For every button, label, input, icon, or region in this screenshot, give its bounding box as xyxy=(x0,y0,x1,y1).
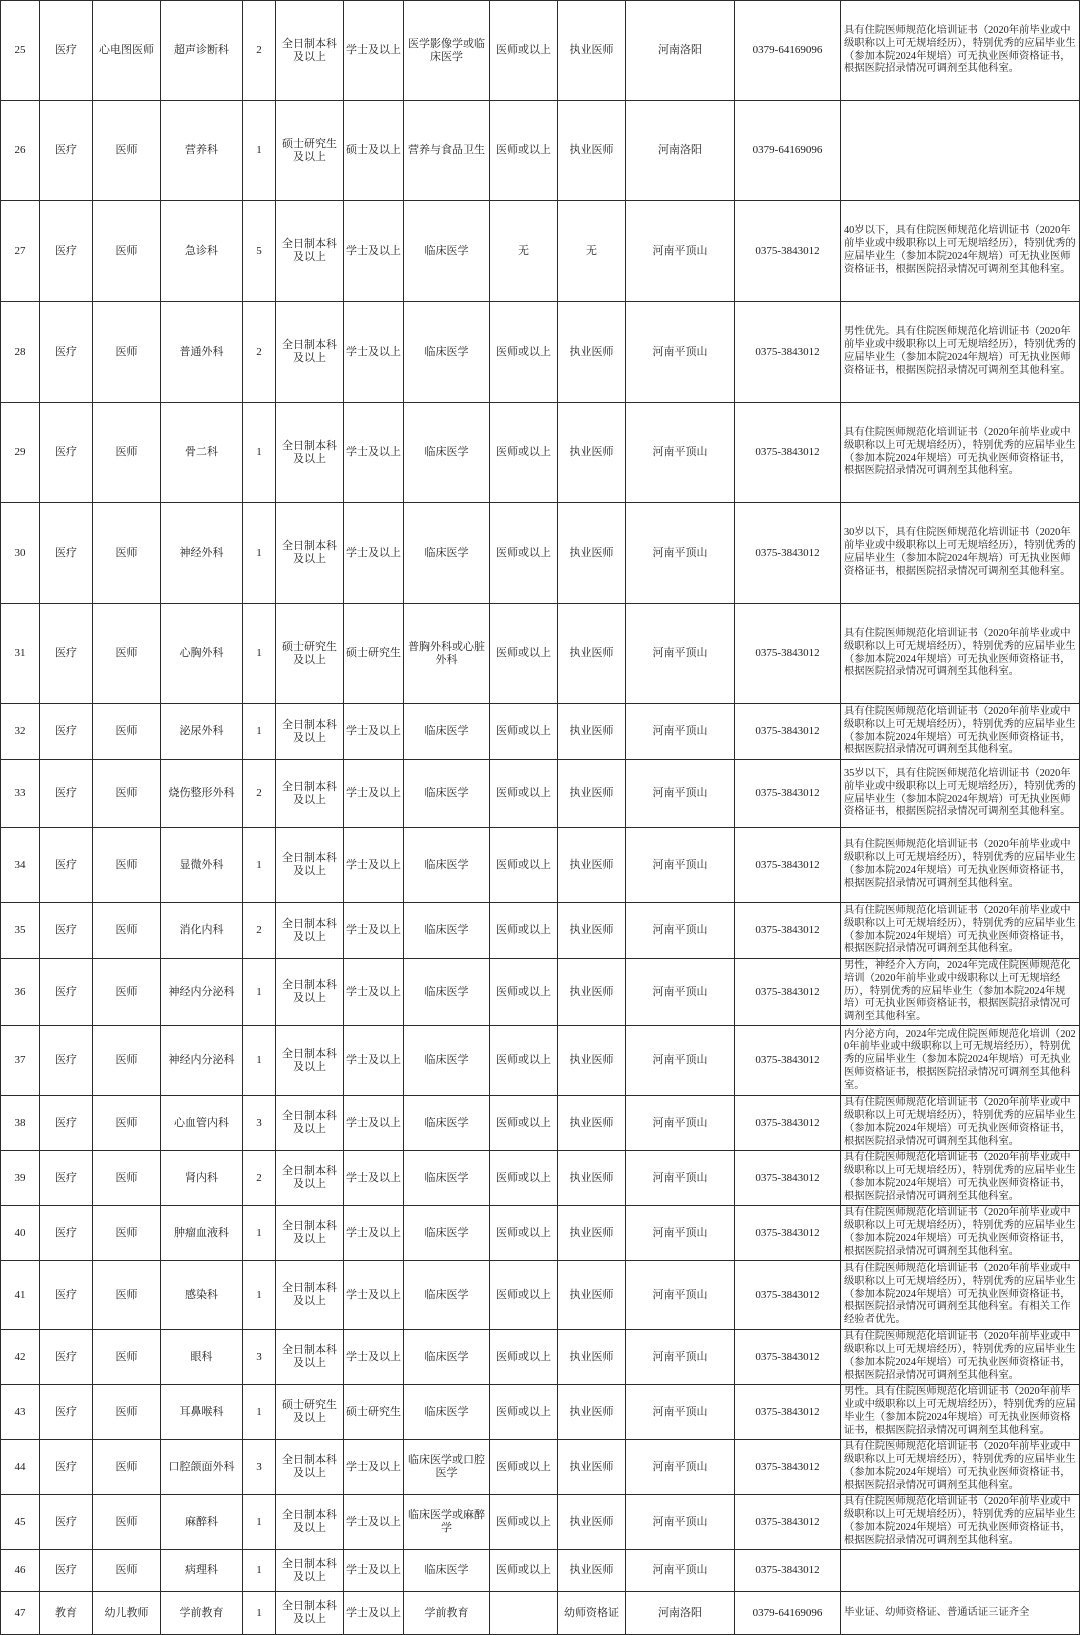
cell-title: 医师或以上 xyxy=(490,302,558,403)
cell-position: 医师 xyxy=(93,1261,161,1330)
cell-no: 40 xyxy=(0,1206,40,1261)
cell-category: 医疗 xyxy=(40,201,93,302)
cell-location: 河南平顶山 xyxy=(626,1550,735,1592)
cell-major: 临床医学或麻醉学 xyxy=(404,1495,490,1550)
cell-notes: 35岁以下，具有住院医师规范化培训证书（2020年前毕业或中级职称以上可无规培经历），特别优秀的应届毕业生（参加本院2024年规培）可无执业医师资格证书，根据医院招录情况可调剂至其他科室。 xyxy=(841,760,1080,828)
cell-qualification: 执业医师 xyxy=(558,959,626,1026)
cell-phone: 0375-3843012 xyxy=(735,903,841,959)
cell-major: 临床医学 xyxy=(404,1385,490,1440)
cell-count: 1 xyxy=(243,604,276,704)
cell-education: 全日制本科及以上 xyxy=(276,1440,344,1495)
cell-phone: 0375-3843012 xyxy=(735,704,841,760)
cell-education: 全日制本科及以上 xyxy=(276,1261,344,1330)
cell-no: 33 xyxy=(0,760,40,828)
cell-category: 医疗 xyxy=(40,1330,93,1385)
cell-notes: 具有住院医师规范化培训证书（2020年前毕业或中级职称以上可无规培经历），特别优秀的应届毕业生（参加本院2024年规培）可无执业医师资格证书，根据医院招录情况可调剂至其他科室。 xyxy=(841,1206,1080,1261)
cell-title: 医师或以上 xyxy=(490,1026,558,1096)
cell-no: 44 xyxy=(0,1440,40,1495)
cell-department: 烧伤整形外科 xyxy=(161,760,243,828)
cell-position: 医师 xyxy=(93,760,161,828)
cell-category: 医疗 xyxy=(40,302,93,403)
cell-major: 学前教育 xyxy=(404,1592,490,1635)
cell-phone: 0375-3843012 xyxy=(735,604,841,704)
cell-location: 河南平顶山 xyxy=(626,903,735,959)
cell-education: 全日制本科及以上 xyxy=(276,760,344,828)
cell-qualification: 执业医师 xyxy=(558,1550,626,1592)
cell-degree: 学士及以上 xyxy=(344,1495,404,1550)
cell-degree: 学士及以上 xyxy=(344,403,404,503)
cell-phone: 0379-64169096 xyxy=(735,0,841,101)
cell-degree: 学士及以上 xyxy=(344,903,404,959)
cell-qualification: 执业医师 xyxy=(558,403,626,503)
cell-location: 河南平顶山 xyxy=(626,302,735,403)
cell-position: 医师 xyxy=(93,959,161,1026)
cell-position: 医师 xyxy=(93,1330,161,1385)
cell-title: 医师或以上 xyxy=(490,403,558,503)
cell-qualification: 执业医师 xyxy=(558,1026,626,1096)
cell-position: 医师 xyxy=(93,201,161,302)
cell-education: 硕士研究生及以上 xyxy=(276,1385,344,1440)
cell-notes: 具有住院医师规范化培训证书（2020年前毕业或中级职称以上可无规培经历），特别优秀的应届毕业生（参加本院2024年规培）可无执业医师资格证书，根据医院招录情况可调剂至其他科室。 xyxy=(841,403,1080,503)
cell-degree: 学士及以上 xyxy=(344,1261,404,1330)
cell-education: 全日制本科及以上 xyxy=(276,1151,344,1206)
cell-notes: 具有住院医师规范化培训证书（2020年前毕业或中级职称以上可无规培经历），特别优秀的应届毕业生（参加本院2024年规培）可无执业医师资格证书，根据医院招录情况可调剂至其他科室。 xyxy=(841,903,1080,959)
cell-degree: 硕士研究生 xyxy=(344,1385,404,1440)
cell-position: 医师 xyxy=(93,1385,161,1440)
cell-phone: 0375-3843012 xyxy=(735,302,841,403)
cell-location: 河南平顶山 xyxy=(626,604,735,704)
cell-qualification: 执业医师 xyxy=(558,1261,626,1330)
cell-qualification: 执业医师 xyxy=(558,1440,626,1495)
cell-category: 医疗 xyxy=(40,1440,93,1495)
cell-department: 神经内分泌科 xyxy=(161,959,243,1026)
cell-phone: 0375-3843012 xyxy=(735,1550,841,1592)
cell-category: 医疗 xyxy=(40,1385,93,1440)
cell-title: 医师或以上 xyxy=(490,704,558,760)
cell-notes: 毕业证、幼师资格证、普通话证三证齐全 xyxy=(841,1592,1080,1635)
cell-degree: 硕士及以上 xyxy=(344,101,404,201)
cell-notes: 具有住院医师规范化培训证书（2020年前毕业或中级职称以上可无规培经历），特别优秀的应届毕业生（参加本院2024年规培）可无执业医师资格证书，根据医院招录情况可调剂至其他科室。 xyxy=(841,1495,1080,1550)
cell-category: 医疗 xyxy=(40,704,93,760)
cell-education: 硕士研究生及以上 xyxy=(276,101,344,201)
cell-count: 1 xyxy=(243,101,276,201)
cell-department: 超声诊断科 xyxy=(161,0,243,101)
cell-major: 临床医学 xyxy=(404,959,490,1026)
cell-position: 医师 xyxy=(93,101,161,201)
cell-major: 临床医学或口腔医学 xyxy=(404,1440,490,1495)
cell-qualification: 执业医师 xyxy=(558,1385,626,1440)
cell-location: 河南平顶山 xyxy=(626,1261,735,1330)
cell-count: 1 xyxy=(243,403,276,503)
cell-department: 营养科 xyxy=(161,101,243,201)
cell-no: 38 xyxy=(0,1096,40,1151)
cell-title: 医师或以上 xyxy=(490,604,558,704)
cell-count: 1 xyxy=(243,704,276,760)
cell-education: 全日制本科及以上 xyxy=(276,1026,344,1096)
cell-title: 医师或以上 xyxy=(490,0,558,101)
cell-qualification: 执业医师 xyxy=(558,1330,626,1385)
cell-degree: 学士及以上 xyxy=(344,760,404,828)
cell-position: 医师 xyxy=(93,1550,161,1592)
cell-department: 耳鼻喉科 xyxy=(161,1385,243,1440)
cell-title: 无 xyxy=(490,201,558,302)
cell-count: 1 xyxy=(243,1550,276,1592)
cell-position: 医师 xyxy=(93,604,161,704)
cell-position: 医师 xyxy=(93,1096,161,1151)
cell-degree: 学士及以上 xyxy=(344,959,404,1026)
cell-education: 全日制本科及以上 xyxy=(276,1330,344,1385)
cell-education: 全日制本科及以上 xyxy=(276,1592,344,1635)
cell-notes: 具有住院医师规范化培训证书（2020年前毕业或中级职称以上可无规培经历），特别优秀的应届毕业生（参加本院2024年规培）可无执业医师资格证书，根据医院招录情况可调剂至其他科室。 xyxy=(841,0,1080,101)
cell-position: 医师 xyxy=(93,403,161,503)
cell-education: 全日制本科及以上 xyxy=(276,201,344,302)
cell-phone: 0375-3843012 xyxy=(735,760,841,828)
cell-position: 医师 xyxy=(93,828,161,903)
cell-major: 临床医学 xyxy=(404,1206,490,1261)
cell-notes: 男性。具有住院医师规范化培训证书（2020年前毕业或中级职称以上可无规培经历），特别优秀的应届毕业生（参加本院2024年规培）可无执业医师资格证书，根据医院招录情况可调剂至其他科室。 xyxy=(841,1385,1080,1440)
cell-phone: 0375-3843012 xyxy=(735,1495,841,1550)
cell-phone: 0375-3843012 xyxy=(735,403,841,503)
cell-category: 医疗 xyxy=(40,1206,93,1261)
cell-notes: 30岁以下，具有住院医师规范化培训证书（2020年前毕业或中级职称以上可无规培经历），特别优秀的应届毕业生（参加本院2024年规培）可无执业医师资格证书，根据医院招录情况可调剂至其他科室。 xyxy=(841,503,1080,604)
cell-qualification: 执业医师 xyxy=(558,1096,626,1151)
cell-major: 临床医学 xyxy=(404,302,490,403)
cell-location: 河南平顶山 xyxy=(626,828,735,903)
cell-position: 医师 xyxy=(93,1026,161,1096)
cell-count: 2 xyxy=(243,0,276,101)
cell-no: 47 xyxy=(0,1592,40,1635)
cell-department: 急诊科 xyxy=(161,201,243,302)
cell-major: 临床医学 xyxy=(404,1261,490,1330)
cell-count: 2 xyxy=(243,1151,276,1206)
cell-notes: 具有住院医师规范化培训证书（2020年前毕业或中级职称以上可无规培经历），特别优秀的应届毕业生（参加本院2024年规培）可无执业医师资格证书，根据医院招录情况可调剂至其他科室。 xyxy=(841,604,1080,704)
cell-no: 39 xyxy=(0,1151,40,1206)
cell-department: 泌尿外科 xyxy=(161,704,243,760)
cell-major: 临床医学 xyxy=(404,704,490,760)
cell-count: 2 xyxy=(243,903,276,959)
cell-no: 36 xyxy=(0,959,40,1026)
cell-department: 学前教育 xyxy=(161,1592,243,1635)
cell-title: 医师或以上 xyxy=(490,101,558,201)
cell-major: 普胸外科或心脏外科 xyxy=(404,604,490,704)
cell-no: 35 xyxy=(0,903,40,959)
cell-count: 1 xyxy=(243,1495,276,1550)
cell-major: 临床医学 xyxy=(404,403,490,503)
cell-major: 临床医学 xyxy=(404,1550,490,1592)
cell-location: 河南平顶山 xyxy=(626,959,735,1026)
cell-major: 临床医学 xyxy=(404,1026,490,1096)
cell-education: 全日制本科及以上 xyxy=(276,1550,344,1592)
cell-title: 医师或以上 xyxy=(490,1440,558,1495)
cell-no: 30 xyxy=(0,503,40,604)
cell-location: 河南平顶山 xyxy=(626,1026,735,1096)
cell-title: 医师或以上 xyxy=(490,1261,558,1330)
cell-title: 医师或以上 xyxy=(490,959,558,1026)
cell-category: 医疗 xyxy=(40,760,93,828)
cell-phone: 0375-3843012 xyxy=(735,201,841,302)
cell-title: 医师或以上 xyxy=(490,503,558,604)
cell-count: 2 xyxy=(243,760,276,828)
cell-degree: 学士及以上 xyxy=(344,1151,404,1206)
cell-qualification: 执业医师 xyxy=(558,704,626,760)
cell-position: 医师 xyxy=(93,704,161,760)
cell-degree: 学士及以上 xyxy=(344,1026,404,1096)
cell-count: 1 xyxy=(243,828,276,903)
cell-position: 医师 xyxy=(93,302,161,403)
cell-major: 临床医学 xyxy=(404,201,490,302)
cell-qualification: 执业医师 xyxy=(558,760,626,828)
cell-title: 医师或以上 xyxy=(490,903,558,959)
cell-qualification: 幼师资格证 xyxy=(558,1592,626,1635)
cell-category: 医疗 xyxy=(40,1026,93,1096)
cell-count: 1 xyxy=(243,1026,276,1096)
cell-position: 医师 xyxy=(93,1495,161,1550)
cell-location: 河南平顶山 xyxy=(626,1151,735,1206)
cell-category: 医疗 xyxy=(40,403,93,503)
cell-location: 河南平顶山 xyxy=(626,403,735,503)
cell-no: 28 xyxy=(0,302,40,403)
cell-count: 1 xyxy=(243,1261,276,1330)
cell-count: 3 xyxy=(243,1330,276,1385)
cell-education: 全日制本科及以上 xyxy=(276,302,344,403)
cell-education: 全日制本科及以上 xyxy=(276,1206,344,1261)
cell-position: 医师 xyxy=(93,1440,161,1495)
cell-qualification: 执业医师 xyxy=(558,1206,626,1261)
cell-degree: 学士及以上 xyxy=(344,1330,404,1385)
cell-qualification: 无 xyxy=(558,201,626,302)
cell-department: 肿瘤血液科 xyxy=(161,1206,243,1261)
cell-major: 临床医学 xyxy=(404,503,490,604)
cell-department: 显微外科 xyxy=(161,828,243,903)
cell-no: 27 xyxy=(0,201,40,302)
cell-qualification: 执业医师 xyxy=(558,1151,626,1206)
cell-education: 全日制本科及以上 xyxy=(276,503,344,604)
cell-major: 临床医学 xyxy=(404,903,490,959)
cell-phone: 0375-3843012 xyxy=(735,1330,841,1385)
cell-title: 医师或以上 xyxy=(490,760,558,828)
cell-education: 全日制本科及以上 xyxy=(276,0,344,101)
cell-major: 临床医学 xyxy=(404,1096,490,1151)
cell-major: 临床医学 xyxy=(404,1330,490,1385)
cell-location: 河南平顶山 xyxy=(626,704,735,760)
cell-qualification: 执业医师 xyxy=(558,903,626,959)
cell-no: 43 xyxy=(0,1385,40,1440)
cell-phone: 0375-3843012 xyxy=(735,1026,841,1096)
cell-location: 河南平顶山 xyxy=(626,1096,735,1151)
cell-location: 河南平顶山 xyxy=(626,201,735,302)
cell-department: 口腔颌面外科 xyxy=(161,1440,243,1495)
cell-major: 临床医学 xyxy=(404,828,490,903)
cell-notes: 男性优先。具有住院医师规范化培训证书（2020年前毕业或中级职称以上可无规培经历），特别优秀的应届毕业生（参加本院2024年规培）可无执业医师资格证书，根据医院招录情况可调剂至其他科室。 xyxy=(841,302,1080,403)
cell-category: 医疗 xyxy=(40,828,93,903)
cell-education: 全日制本科及以上 xyxy=(276,903,344,959)
cell-position: 医师 xyxy=(93,503,161,604)
cell-notes: 具有住院医师规范化培训证书（2020年前毕业或中级职称以上可无规培经历），特别优秀的应届毕业生（参加本院2024年规培）可无执业医师资格证书，根据医院招录情况可调剂至其他科室。 xyxy=(841,1096,1080,1151)
cell-notes: 内分泌方向，2024年完成住院医师规范化培训（2020年前毕业或中级职称以上可无规培经历），特别优秀的应届毕业生（参加本院2024年规培）可无执业医师资格证书，根据医院招录情况可调剂至其他科室。 xyxy=(841,1026,1080,1096)
cell-department: 眼科 xyxy=(161,1330,243,1385)
cell-category: 医疗 xyxy=(40,1495,93,1550)
cell-department: 病理科 xyxy=(161,1550,243,1592)
cell-phone: 0379-64169096 xyxy=(735,101,841,201)
cell-title: 医师或以上 xyxy=(490,1385,558,1440)
cell-location: 河南平顶山 xyxy=(626,760,735,828)
cell-qualification: 执业医师 xyxy=(558,604,626,704)
cell-department: 感染科 xyxy=(161,1261,243,1330)
cell-count: 1 xyxy=(243,1385,276,1440)
cell-major: 临床医学 xyxy=(404,760,490,828)
cell-qualification: 执业医师 xyxy=(558,302,626,403)
cell-notes xyxy=(841,1550,1080,1592)
cell-position: 医师 xyxy=(93,1206,161,1261)
cell-location: 河南平顶山 xyxy=(626,1330,735,1385)
cell-qualification: 执业医师 xyxy=(558,828,626,903)
cell-degree: 学士及以上 xyxy=(344,1096,404,1151)
cell-degree: 学士及以上 xyxy=(344,0,404,101)
cell-count: 5 xyxy=(243,201,276,302)
cell-phone: 0375-3843012 xyxy=(735,959,841,1026)
cell-phone: 0379-64169096 xyxy=(735,1592,841,1635)
cell-count: 1 xyxy=(243,1206,276,1261)
cell-no: 31 xyxy=(0,604,40,704)
cell-location: 河南平顶山 xyxy=(626,1206,735,1261)
cell-count: 3 xyxy=(243,1096,276,1151)
cell-education: 全日制本科及以上 xyxy=(276,403,344,503)
cell-title: 医师或以上 xyxy=(490,1151,558,1206)
cell-location: 河南洛阳 xyxy=(626,1592,735,1635)
cell-position: 心电图医师 xyxy=(93,0,161,101)
cell-qualification: 执业医师 xyxy=(558,503,626,604)
cell-title: 医师或以上 xyxy=(490,828,558,903)
cell-category: 医疗 xyxy=(40,101,93,201)
cell-qualification: 执业医师 xyxy=(558,101,626,201)
cell-notes: 具有住院医师规范化培训证书（2020年前毕业或中级职称以上可无规培经历），特别优秀的应届毕业生（参加本院2024年规培）可无执业医师资格证书，根据医院招录情况可调剂至其他科室。 xyxy=(841,1151,1080,1206)
cell-qualification: 执业医师 xyxy=(558,1495,626,1550)
cell-title: 医师或以上 xyxy=(490,1495,558,1550)
cell-degree: 学士及以上 xyxy=(344,201,404,302)
cell-department: 肾内科 xyxy=(161,1151,243,1206)
cell-qualification: 执业医师 xyxy=(558,0,626,101)
cell-degree: 学士及以上 xyxy=(344,302,404,403)
cell-location: 河南洛阳 xyxy=(626,0,735,101)
cell-title: 医师或以上 xyxy=(490,1330,558,1385)
cell-education: 全日制本科及以上 xyxy=(276,1495,344,1550)
cell-category: 医疗 xyxy=(40,1151,93,1206)
cell-degree: 学士及以上 xyxy=(344,704,404,760)
cell-position: 医师 xyxy=(93,1151,161,1206)
cell-no: 32 xyxy=(0,704,40,760)
cell-title: 医师或以上 xyxy=(490,1206,558,1261)
cell-degree: 学士及以上 xyxy=(344,503,404,604)
cell-department: 心血管内科 xyxy=(161,1096,243,1151)
cell-count: 1 xyxy=(243,1592,276,1635)
cell-major: 临床医学 xyxy=(404,1151,490,1206)
cell-phone: 0375-3843012 xyxy=(735,1206,841,1261)
cell-department: 心胸外科 xyxy=(161,604,243,704)
cell-degree: 学士及以上 xyxy=(344,1206,404,1261)
cell-no: 41 xyxy=(0,1261,40,1330)
cell-position: 幼儿教师 xyxy=(93,1592,161,1635)
cell-notes: 具有住院医师规范化培训证书（2020年前毕业或中级职称以上可无规培经历），特别优秀的应届毕业生（参加本院2024年规培）可无执业医师资格证书，根据医院招录情况可调剂至其他科室。 xyxy=(841,704,1080,760)
cell-department: 麻醉科 xyxy=(161,1495,243,1550)
cell-location: 河南洛阳 xyxy=(626,101,735,201)
cell-location: 河南平顶山 xyxy=(626,1495,735,1550)
cell-category: 医疗 xyxy=(40,903,93,959)
cell-department: 神经外科 xyxy=(161,503,243,604)
cell-location: 河南平顶山 xyxy=(626,503,735,604)
cell-phone: 0375-3843012 xyxy=(735,1096,841,1151)
cell-notes: 具有住院医师规范化培训证书（2020年前毕业或中级职称以上可无规培经历），特别优秀的应届毕业生（参加本院2024年规培）可无执业医师资格证书，根据医院招录情况可调剂至其他科室。 xyxy=(841,828,1080,903)
cell-location: 河南平顶山 xyxy=(626,1385,735,1440)
cell-phone: 0375-3843012 xyxy=(735,1261,841,1330)
cell-major: 医学影像学或临床医学 xyxy=(404,0,490,101)
cell-count: 1 xyxy=(243,959,276,1026)
cell-category: 医疗 xyxy=(40,1550,93,1592)
cell-degree: 学士及以上 xyxy=(344,828,404,903)
cell-department: 神经内分泌科 xyxy=(161,1026,243,1096)
cell-title xyxy=(490,1592,558,1635)
cell-no: 25 xyxy=(0,0,40,101)
cell-no: 37 xyxy=(0,1026,40,1096)
cell-category: 医疗 xyxy=(40,959,93,1026)
cell-no: 42 xyxy=(0,1330,40,1385)
cell-count: 3 xyxy=(243,1440,276,1495)
cell-category: 医疗 xyxy=(40,1261,93,1330)
cell-no: 26 xyxy=(0,101,40,201)
cell-notes: 男性，神经介入方向，2024年完成住院医师规范化培训（2020年前毕业或中级职称以上可无规培经历），特别优秀的应届毕业生（参加本院2024年规培）可无执业医师资格证书，根据医院招录情况可调剂至其他科室。 xyxy=(841,959,1080,1026)
cell-notes: 具有住院医师规范化培训证书（2020年前毕业或中级职称以上可无规培经历），特别优秀的应届毕业生（参加本院2024年规培）可无执业医师资格证书，根据医院招录情况可调剂至其他科室。 xyxy=(841,1440,1080,1495)
cell-no: 46 xyxy=(0,1550,40,1592)
cell-education: 全日制本科及以上 xyxy=(276,1096,344,1151)
cell-education: 全日制本科及以上 xyxy=(276,828,344,903)
cell-count: 1 xyxy=(243,503,276,604)
cell-count: 2 xyxy=(243,302,276,403)
cell-notes: 具有住院医师规范化培训证书（2020年前毕业或中级职称以上可无规培经历），特别优秀的应届毕业生（参加本院2024年规培）可无执业医师资格证书，根据医院招录情况可调剂至其他科室。有相关工作经验者优先。 xyxy=(841,1261,1080,1330)
cell-notes: 具有住院医师规范化培训证书（2020年前毕业或中级职称以上可无规培经历），特别优秀的应届毕业生（参加本院2024年规培）可无执业医师资格证书，根据医院招录情况可调剂至其他科室。 xyxy=(841,1330,1080,1385)
cell-degree: 学士及以上 xyxy=(344,1550,404,1592)
cell-phone: 0375-3843012 xyxy=(735,1385,841,1440)
cell-no: 29 xyxy=(0,403,40,503)
cell-major: 营养与食品卫生 xyxy=(404,101,490,201)
cell-education: 全日制本科及以上 xyxy=(276,704,344,760)
cell-title: 医师或以上 xyxy=(490,1550,558,1592)
cell-no: 45 xyxy=(0,1495,40,1550)
cell-department: 消化内科 xyxy=(161,903,243,959)
cell-phone: 0375-3843012 xyxy=(735,503,841,604)
cell-degree: 学士及以上 xyxy=(344,1440,404,1495)
cell-no: 34 xyxy=(0,828,40,903)
cell-category: 医疗 xyxy=(40,0,93,101)
cell-title: 医师或以上 xyxy=(490,1096,558,1151)
cell-notes: 40岁以下，具有住院医师规范化培训证书（2020年前毕业或中级职称以上可无规培经历），特别优秀的应届毕业生（参加本院2024年规培）可无执业医师资格证书，根据医院招录情况可调剂至其他科室。 xyxy=(841,201,1080,302)
cell-degree: 学士及以上 xyxy=(344,1592,404,1635)
cell-degree: 硕士研究生 xyxy=(344,604,404,704)
cell-education: 全日制本科及以上 xyxy=(276,959,344,1026)
cell-category: 教育 xyxy=(40,1592,93,1635)
cell-phone: 0375-3843012 xyxy=(735,828,841,903)
cell-department: 普通外科 xyxy=(161,302,243,403)
cell-category: 医疗 xyxy=(40,1096,93,1151)
cell-phone: 0375-3843012 xyxy=(735,1440,841,1495)
cell-category: 医疗 xyxy=(40,503,93,604)
cell-location: 河南平顶山 xyxy=(626,1440,735,1495)
cell-position: 医师 xyxy=(93,903,161,959)
cell-notes xyxy=(841,101,1080,201)
cell-education: 硕士研究生及以上 xyxy=(276,604,344,704)
cell-phone: 0375-3843012 xyxy=(735,1151,841,1206)
cell-department: 骨二科 xyxy=(161,403,243,503)
cell-category: 医疗 xyxy=(40,604,93,704)
